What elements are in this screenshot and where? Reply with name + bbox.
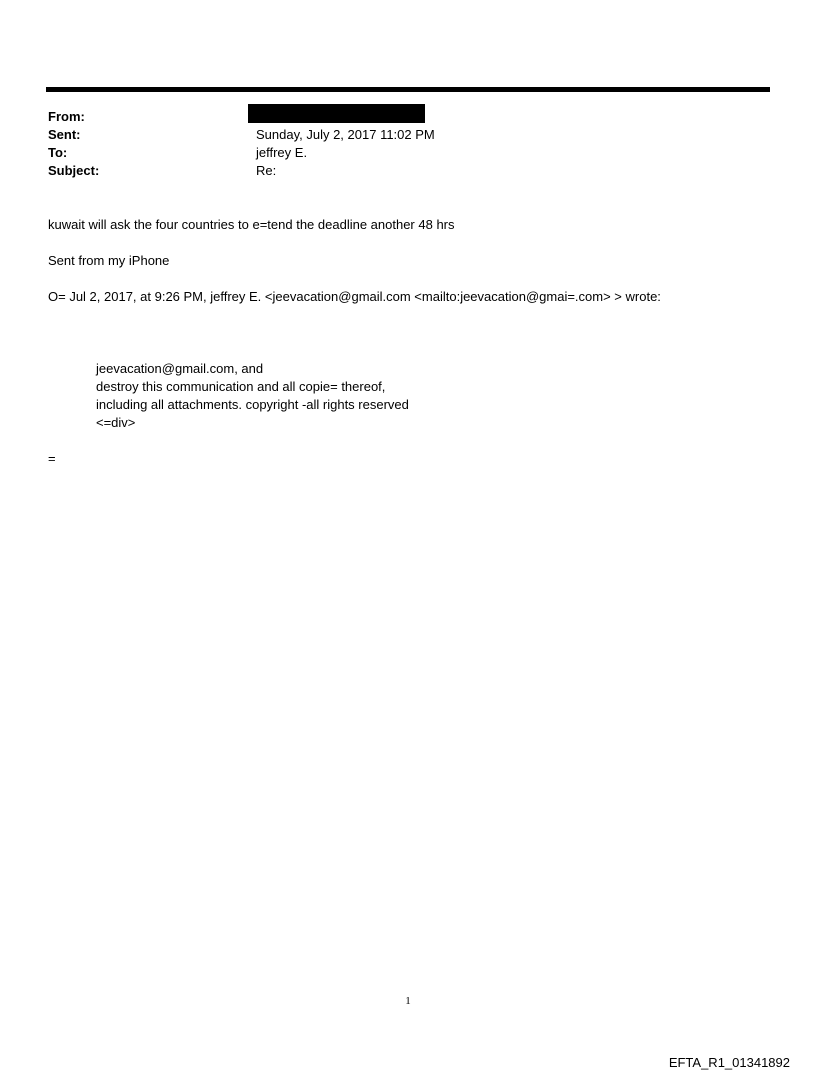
- email-header: [48, 108, 748, 180]
- quoted-line: jeevacation@gmail.com, and: [96, 361, 264, 376]
- subject-row: [48, 162, 748, 180]
- to-label: To:: [48, 145, 68, 160]
- from-label: From:: [48, 109, 85, 124]
- quote-attribution: O= Jul 2, 2017, at 9:26 PM, jeffrey E. <jeevacation@gmail.com <mailto:jeevacation@gmai=.com> > wrote:: [48, 289, 661, 304]
- quoted-line: <=div>: [96, 415, 136, 430]
- quoted-line: destroy this communication and all copie= thereof,: [96, 379, 386, 394]
- quoted-line: including all attachments. copyright -all rights reserved: [96, 397, 409, 412]
- subject-label: Subject:: [48, 163, 100, 178]
- subject-value: Re:: [256, 163, 277, 178]
- signature-line: Sent from my iPhone: [48, 253, 170, 268]
- sent-label: Sent:: [48, 127, 81, 142]
- sent-value: Sunday, July 2, 2017 11:02 PM: [256, 127, 435, 142]
- from-row: [48, 108, 748, 126]
- redaction-bar: [248, 104, 425, 123]
- message-body-line: kuwait will ask the four countries to e=tend the deadline another 48 hrs: [48, 217, 455, 232]
- trailing-character: =: [48, 451, 56, 466]
- document-id: EFTA_R1_01341892: [668, 1055, 790, 1070]
- top-divider: [46, 87, 770, 92]
- to-value: jeffrey E.: [256, 145, 308, 160]
- sent-row: [48, 126, 748, 144]
- page-number: 1: [405, 995, 411, 1007]
- to-row: [48, 144, 748, 162]
- quoted-message: [96, 360, 409, 432]
